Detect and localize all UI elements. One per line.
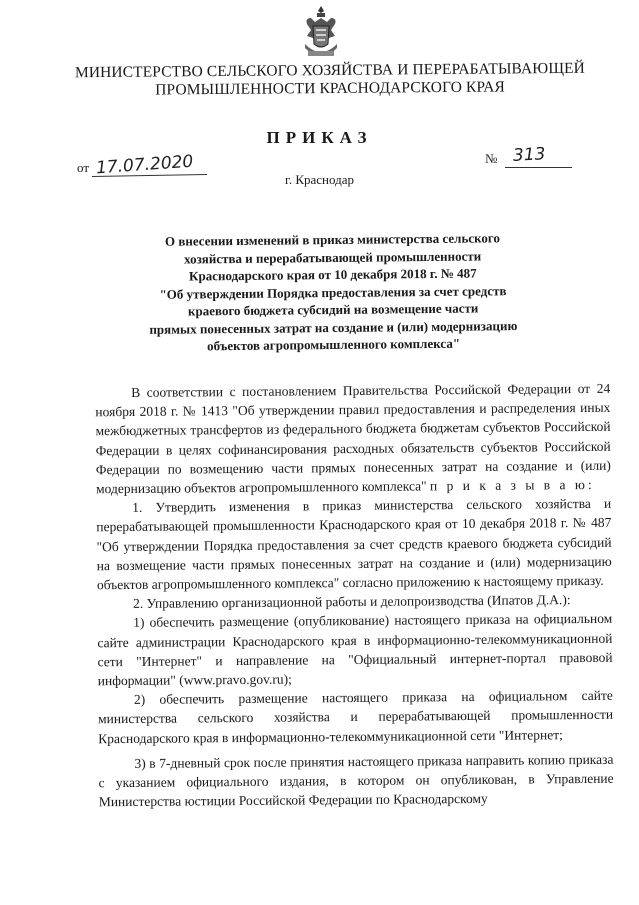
order-body: [95, 379, 614, 812]
order-subject: [117, 229, 548, 356]
subject-line: О внесении изменений в приказ министерства сельского: [164, 230, 501, 249]
number-prefix: №: [485, 151, 498, 166]
item-2-subitem-2: 2) обеспечить размещение настоящего приказа на официальном сайте министерства сельского хозяйства и перерабатывающей промышленности Краснодарского края в информационно-телекоммуникационной сети "Интернет;: [98, 687, 614, 746]
order-number-handwritten: 313: [512, 144, 546, 166]
item-2-subitem-1: 1) обеспечить размещение (опубликование) настоящего приказа на официальном сайте администрации Краснодарского края в информационно-телекоммуникационной сети "Интернет" и направление на "Официальный интернет-портал правовой информации" (www.pravo.gov.ru);: [97, 611, 613, 689]
subject-line: "Об утверждении Порядка предоставления за счет средств: [159, 282, 507, 302]
item-2: 2. Управлению организационной работы и делопроизводства (Ипатов Д.А.):: [132, 592, 571, 612]
city: г. Краснодар: [284, 172, 355, 187]
subject-line: хозяйства и перерабатывающей промышленности: [183, 247, 482, 267]
intro-paragraph: [95, 379, 611, 499]
subject-line: Краснодарского края от 10 декабря 2018 г. № 487: [188, 265, 477, 284]
item-1: 1. Утвердить изменения в приказ министерства сельского хозяйства и перерабатывающей промышленности Краснодарского края от 10 декабря 2018 г. № 487 "Об утверждении Порядка предоставления за счет средств краевого бюджета субсидий на возмещение части прямых понесенных затрат на создание и (или) модернизацию объектов агропромышленного комплекса" согласно приложению к настоящему приказу.: [96, 495, 612, 593]
intro-text: В соответствии с постановлением Правительства Российской Федерации от 24 ноября 2018 г. № 1413 "Об утверждении правил предоставления и распределения иных межбюджетных трансфертов из федерального бюджета бюджетам субъектов Российской Федерации в целях софинансирования расходных обязательств субъектов Российской Федерации по возмещению части прямых понесенных затрат на создание и (или) модернизацию объектов агропромышленного комплекса": [95, 380, 611, 497]
ministry-name-line-2: ПРОМЫШЛЕННОСТИ КРАСНОДАРСКОГО КРАЯ: [155, 78, 506, 99]
number-underline: [505, 167, 572, 168]
order-date-handwritten: 17.07.2020: [95, 151, 194, 179]
ministry-name-line-1: МИНИСТЕРСТВО СЕЛЬСКОГО ХОЗЯЙСТВА И ПЕРЕРАБАТЫВАЮЩЕЙ: [74, 59, 585, 82]
subject-line: краевого бюджета субсидий на возмещение части: [187, 300, 479, 319]
ministry-name: [40, 59, 620, 100]
order-word: п р и к а з ы в а ю:: [429, 476, 595, 494]
document-title: ПРИКАЗ: [266, 128, 373, 147]
subject-line: объектов агропромышленного комплекса": [207, 335, 461, 354]
item-2-subitem-3: 3) в 7-дневный срок после принятия настоящего приказа направить копию приказа с указанием официального издания, в котором он опубликован, в Управление Министерства юстиции Российской Федерации по Краснодарскому: [98, 751, 614, 810]
subject-line: прямых понесенных затрат на создание и (или) модернизацию: [149, 317, 518, 337]
date-prefix: от: [77, 160, 90, 175]
coat-of-arms-emblem: [301, 4, 341, 64]
